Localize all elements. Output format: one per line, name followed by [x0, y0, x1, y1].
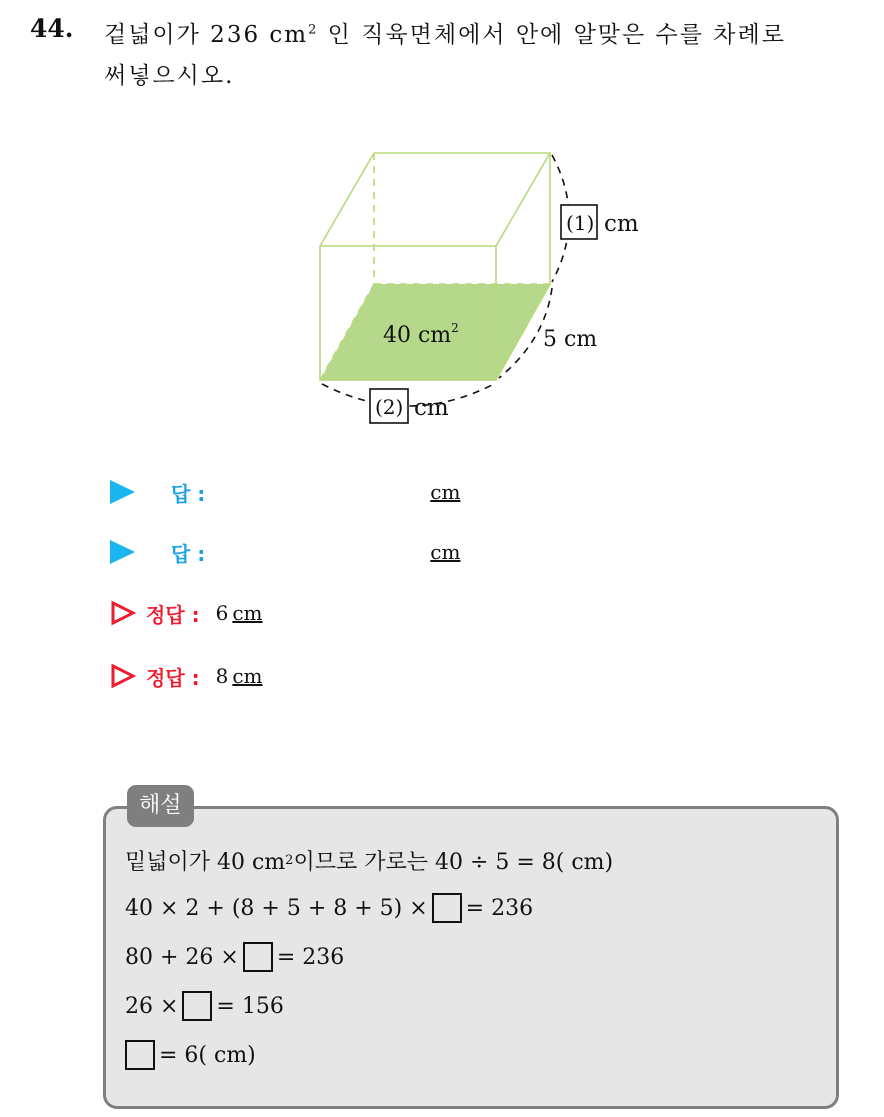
play-icon [110, 540, 135, 564]
correct-label: 정답 : [146, 665, 200, 690]
answer-unit: cm [430, 540, 461, 564]
solution-line-3: 80 + 26 × = 236 [125, 942, 344, 972]
solution-tag: 해설 [127, 785, 194, 827]
question-text-line1: 겉넓이가 236 $cm^2$ 인 직육면체에서 안에 알맞은 수를 차례로 [104, 22, 786, 48]
width-blank-label: (2) [375, 395, 404, 419]
answer-label: 답 : [171, 481, 206, 506]
blank-box [432, 893, 462, 923]
solution-line-5: = 6( cm) [125, 1040, 256, 1070]
blank-box [125, 1040, 155, 1070]
answer-unit: cm [430, 480, 461, 504]
answer-row-2 [110, 537, 460, 567]
correct-value: 8 [215, 664, 229, 688]
answer-row-1 [110, 477, 460, 507]
play-outline-icon [110, 663, 136, 689]
answer-label: 답 : [171, 541, 206, 566]
height-unit-label: cm [604, 211, 639, 237]
height-blank-label: (1) [566, 211, 595, 235]
width-unit-label: cm [414, 395, 449, 421]
correct-unit: cm [232, 664, 263, 688]
play-outline-icon [110, 600, 136, 626]
question-text-line2: 써넣으시오. [104, 63, 235, 89]
base-area-label: 40 $cm^2$ [383, 321, 459, 348]
correct-value: 6 [215, 601, 229, 625]
correct-unit: cm [232, 601, 263, 625]
blank-box [182, 991, 212, 1021]
solution-line-1: 밑넓이가 40 cm 2 이므로 가로는 40 ÷ 5 = 8( cm) [125, 850, 614, 875]
answer-input-2[interactable] [205, 539, 430, 565]
solution-line-2: 40 × 2 + (8 + 5 + 8 + 5) × = 236 [125, 893, 533, 923]
correct-label: 정답 : [146, 602, 200, 627]
depth-label: 5 cm [543, 327, 598, 352]
blank-box [243, 942, 273, 972]
play-icon [110, 480, 135, 504]
cuboid-figure [0, 0, 884, 460]
question-number: 44. [30, 14, 74, 43]
correct-row-2 [110, 661, 263, 691]
answer-input-1[interactable] [205, 479, 430, 505]
solution-line-4: 26 × = 156 [125, 991, 284, 1021]
correct-row-1 [110, 598, 263, 628]
